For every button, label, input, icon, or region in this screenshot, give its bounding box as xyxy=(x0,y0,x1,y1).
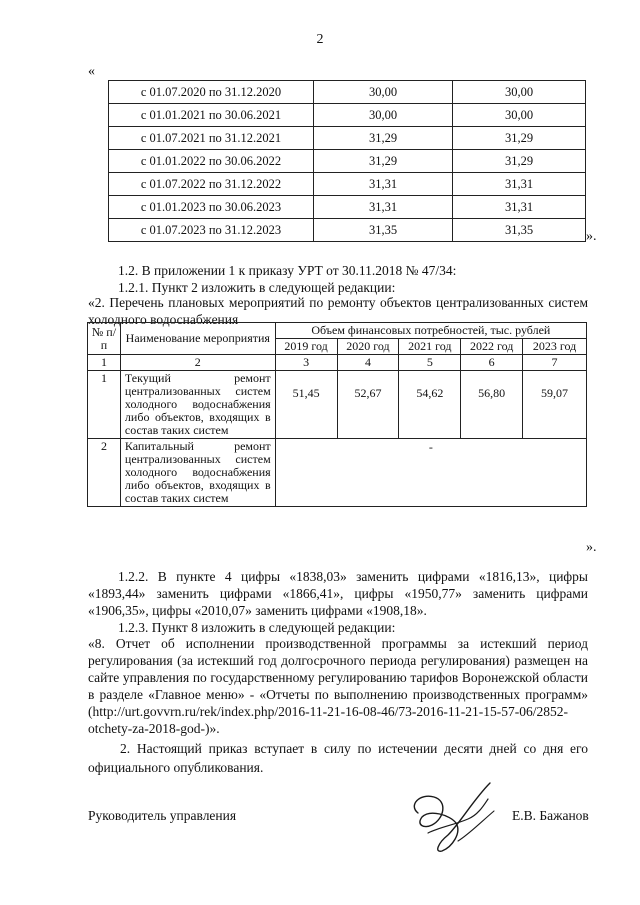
item-1-2-1-text: «2. Перечень плановых мероприятий по ремонту объектов централизованных систем холодного водоснабжения xyxy=(88,295,588,327)
plan-row-num: 2 xyxy=(88,439,121,507)
tariff-value-cell: 31,31 xyxy=(453,173,586,196)
plan-index-cell: 5 xyxy=(399,355,461,371)
tariff-period-cell: с 01.01.2021 по 30.06.2021 xyxy=(109,104,314,127)
tariff-value-cell: 31,29 xyxy=(314,127,453,150)
plan-header-volume: Объем финансовых потребностей, тыс. рублей xyxy=(275,323,586,339)
tariff-value-cell: 31,35 xyxy=(453,219,586,242)
tariff-value-cell: 30,00 xyxy=(453,81,586,104)
plan-row-name: Капитальный ремонт централизованных систем холодного водоснабжения либо объектов, входящих в состав таких систем xyxy=(120,439,275,507)
open-quote: « xyxy=(88,64,95,79)
tariff-value-cell: 31,35 xyxy=(314,219,453,242)
table-row xyxy=(109,81,586,104)
table-row xyxy=(109,127,586,150)
table-row xyxy=(109,219,586,242)
plan-row-value: 52,67 xyxy=(337,371,399,439)
table-row xyxy=(88,371,587,439)
tariff-value-cell: 30,00 xyxy=(453,104,586,127)
tariff-period-cell: с 01.07.2023 по 31.12.2023 xyxy=(109,219,314,242)
plan-row-value: 59,07 xyxy=(523,371,587,439)
plan-index-cell: 1 xyxy=(88,355,121,371)
page-number: 2 xyxy=(316,32,324,47)
plan-header-num: № п/п xyxy=(88,323,121,355)
plan-index-cell: 3 xyxy=(275,355,337,371)
plan-header-year: 2020 год xyxy=(337,339,399,355)
item-1-2-3: 1.2.3. Пункт 8 изложить в следующей редакции: xyxy=(118,620,396,635)
handwritten-signature xyxy=(398,775,508,865)
item-1-2: 1.2. В приложении 1 к приказу УРТ от 30.11.2018 № 47/34: xyxy=(118,263,457,278)
tariff-table xyxy=(108,80,586,242)
plan-row-num: 1 xyxy=(88,371,121,439)
plan-header-year: 2019 год xyxy=(275,339,337,355)
tariff-period-cell: с 01.01.2023 по 30.06.2023 xyxy=(109,196,314,219)
table-row xyxy=(109,173,586,196)
tariff-value-cell: 30,00 xyxy=(314,104,453,127)
plan-header-name: Наименование мероприятия xyxy=(120,323,275,355)
plan-row-value: 54,62 xyxy=(399,371,461,439)
plan-index-cell: 2 xyxy=(120,355,275,371)
tariff-value-cell: 30,00 xyxy=(314,81,453,104)
plan-index-cell: 6 xyxy=(461,355,523,371)
tariff-table-close-quote: ». xyxy=(586,229,597,244)
plan-row-value: 51,45 xyxy=(275,371,337,439)
plan-table xyxy=(87,322,587,507)
table-row xyxy=(109,104,586,127)
tariff-value-cell: 31,31 xyxy=(314,173,453,196)
plan-header-year: 2021 год xyxy=(399,339,461,355)
tariff-period-cell: с 01.01.2022 по 30.06.2022 xyxy=(109,150,314,173)
tariff-value-cell: 31,29 xyxy=(453,150,586,173)
tariff-value-cell: 31,29 xyxy=(453,127,586,150)
signatory-name: Е.В. Бажанов xyxy=(512,808,589,823)
item-1-2-1: 1.2.1. Пункт 2 изложить в следующей редакции: xyxy=(118,280,396,295)
plan-row-dash: - xyxy=(275,439,586,507)
tariff-value-cell: 31,29 xyxy=(314,150,453,173)
table-row xyxy=(109,150,586,173)
tariff-period-cell: с 01.07.2021 по 31.12.2021 xyxy=(109,127,314,150)
plan-index-cell: 7 xyxy=(523,355,587,371)
item-1-2-3-text: «8. Отчет об исполнении производственной программы за истекший период регулирования (за истекший год долгосрочного периода регулирования) размещен на сайте управления по государственному регулированию тарифов Воронежской области в разделе «Главное меню» - «Отчеты по выполнению производственных программ» (http://urt.govvrn.ru/rek/index.php/2016-11-21-16-08-46/73-2016-11-21-15-57-06/2852-otchety-za-2018-god-)». xyxy=(88,636,588,736)
table-row xyxy=(109,196,586,219)
table-row xyxy=(88,439,587,507)
item-1-2-2: 1.2.2. В пункте 4 цифры «1838,03» заменить цифрами «1816,13», цифры «1893,44» заменить цифрами «1866,41», цифры «1950,77» заменить цифрами «1906,35», цифры «2010,07» заменить цифрами «1908,18». xyxy=(88,569,588,618)
plan-index-cell: 4 xyxy=(337,355,399,371)
tariff-period-cell: с 01.07.2020 по 31.12.2020 xyxy=(109,81,314,104)
tariff-value-cell: 31,31 xyxy=(453,196,586,219)
plan-row-value: 56,80 xyxy=(461,371,523,439)
tariff-period-cell: с 01.07.2022 по 31.12.2022 xyxy=(109,173,314,196)
plan-table-close-quote: ». xyxy=(586,540,597,555)
plan-header-year: 2023 год xyxy=(523,339,587,355)
item-2: 2. Настоящий приказ вступает в силу по истечении десяти дней со дня его официального опубликования. xyxy=(88,741,588,775)
plan-header-year: 2022 год xyxy=(461,339,523,355)
tariff-value-cell: 31,31 xyxy=(314,196,453,219)
plan-row-name: Текущий ремонт централизованных систем холодного водоснабжения либо объектов, входящих в состав таких систем xyxy=(120,371,275,439)
signatory-title: Руководитель управления xyxy=(88,808,237,823)
